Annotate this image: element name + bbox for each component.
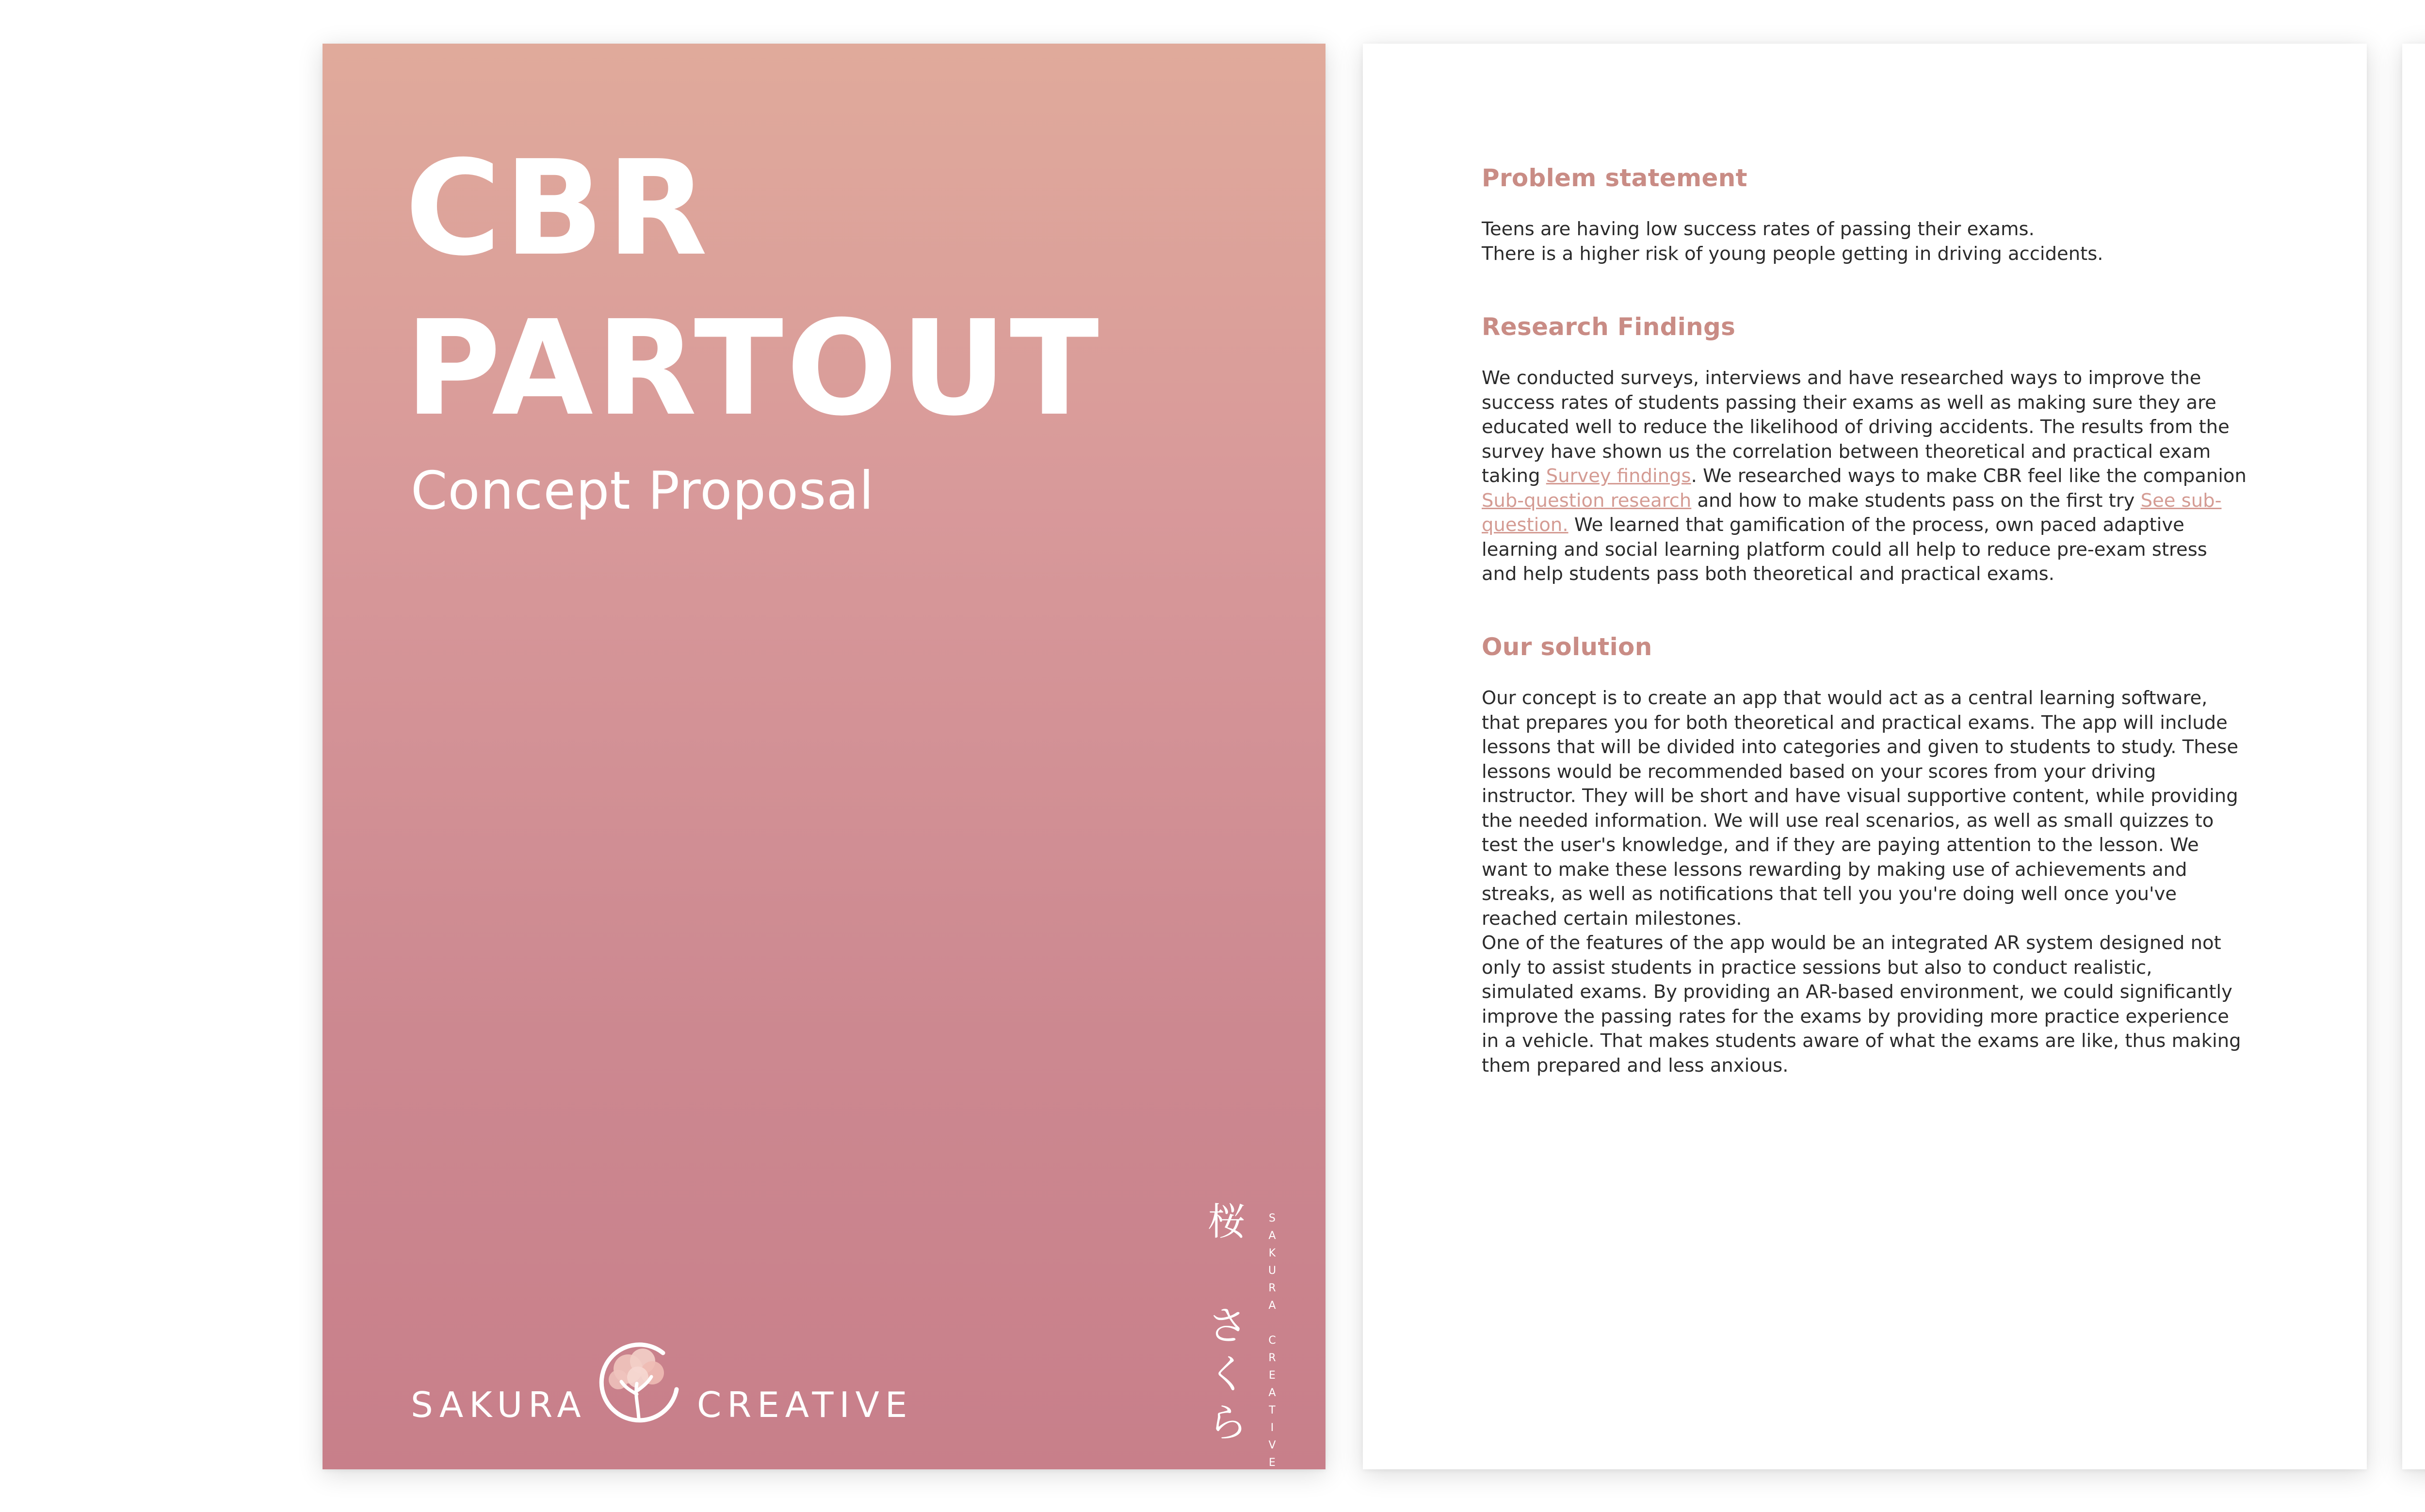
vertical-brand-mark <box>1208 1200 1295 1469</box>
cover-subtitle: Concept Proposal <box>411 461 874 521</box>
kanji-mark: 桜 <box>1208 1200 1246 1244</box>
solution-paragraph-2: One of the features of the app would be an integrated AR system designed not only to assist students in practice sessions but also to conduct realistic, simulated exams. By providing an AR-based environment, we could significantly improve the passing rates for the exams by providing more practice experience in a vehicle. That makes students aware of what the exams are like, thus making them prepared and less anxious. <box>1482 932 2241 1077</box>
sakura-tree-logo-icon <box>590 1331 687 1428</box>
research-section <box>1482 313 2248 587</box>
brand-logo-row <box>411 1321 915 1438</box>
sub-question-research-link[interactable]: Sub-question research <box>1482 489 1692 512</box>
vertical-brand-text: S A K U R A C R E A T I V E <box>1268 1212 1277 1469</box>
problem-text: Teens are having low success rates of passing their exams. There is a higher risk of young people getting in driving accidents. <box>1482 218 2103 265</box>
brand-name-right: CREATIVE <box>697 1384 913 1425</box>
research-text: We conducted surveys, interviews and have researched ways to improve the success rates of students passing their exams as well as making sure they are educated well to reduce the likelihood of driving accidents. The results from the survey have shown us the correlation between theoretical and practical exam taking Survey findings. We researched ways to make CBR feel like the companion Sub-question research and how to make students pass on the first try See sub-question. We learned that gamification of the process, own paced adaptive learning and social learning platform could all help to reduce pre-exam stress and help students pass both theoretical and practical exams. <box>1482 367 2247 585</box>
kana-mark: さ く ら <box>1208 1303 1248 1446</box>
page-sitemap-conclusion <box>2402 44 2425 1469</box>
cover-title-line1: CBR <box>405 132 711 285</box>
cover-title <box>405 129 1102 449</box>
solution-paragraph-1: Our concept is to create an app that would act as a central learning software, that prepares you for both theoretical and practical exams. The app will include lessons that will be divided into categories and given to students to study. These lessons would be recommended based on your scores from your driving instructor. They will be short and have visual supportive content, while providing the needed information. We will use real scenarios, as well as small quizzes to test the user's knowledge, and if they are paying attention to the lesson. We want to make these lessons rewarding by making use of achievements and streaks, as well as notifications that tell you you're doing well once you've reached certain milestones. <box>1482 687 2239 930</box>
survey-findings-link[interactable]: Survey findings <box>1546 465 1691 487</box>
see-sub-question-link[interactable]: See sub-question. <box>1482 489 2222 536</box>
problem-section <box>1482 164 2248 266</box>
cover-title-line2: PARTOUT <box>405 292 1102 445</box>
solution-section <box>1482 633 2248 1078</box>
cover-page <box>323 44 1326 1469</box>
brand-name-left: SAKURA <box>411 1384 587 1425</box>
research-heading: Research Findings <box>1482 313 1736 341</box>
solution-heading: Our solution <box>1482 633 1652 661</box>
page-problem-research-solution <box>1363 44 2367 1469</box>
problem-heading: Problem statement <box>1482 164 1747 192</box>
